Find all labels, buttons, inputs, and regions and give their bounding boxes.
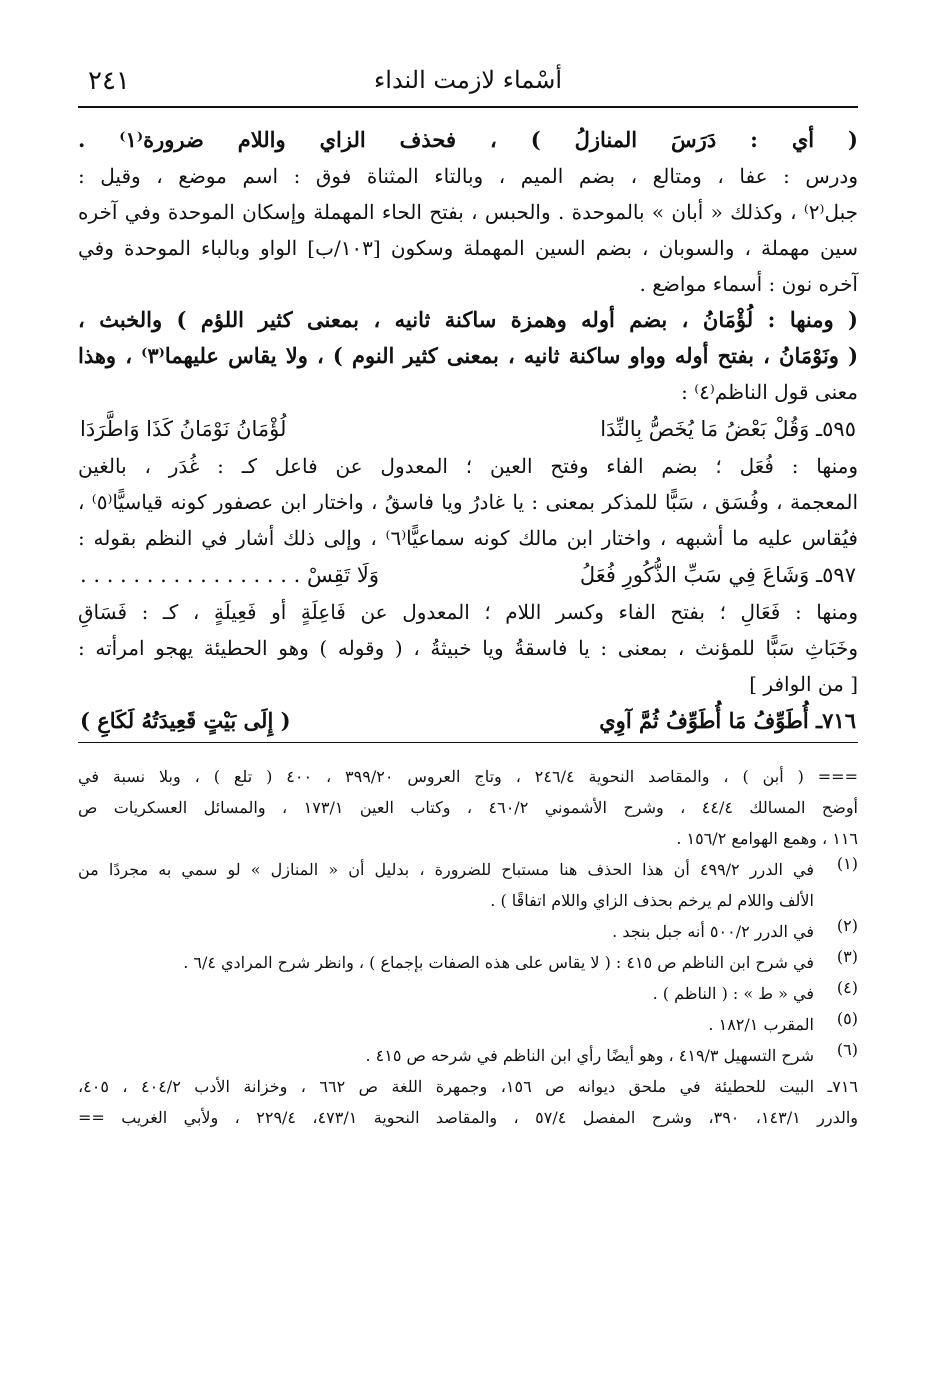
text-line: جبل⁽٢⁾ ، وكذلك « أبان » بالموحدة . والحبس ، بفتح الحاء المهملة وإسكان الموحدة وفي آخره	[78, 200, 858, 224]
verse-first-hemistich: ٧١٦ـ أُطَوِّفُ مَا أُطَوِّفُ ثُمَّ آوِي	[599, 708, 856, 733]
footnote-3	[78, 947, 858, 978]
page-header	[78, 60, 858, 108]
text-line: ومنها : فَعَالِ ؛ بفتح الفاء وكسر اللام ؛ المعدول عن فَاعِلَةٍ أو فَعِيلَةٍ ، كـ : فَسَاقِ	[78, 600, 858, 624]
verse-first-hemistich: ٥٩٧ـ وَشَاعَ فِي سَبِّ الذُّكُورِ فُعَلُ	[579, 563, 856, 587]
footnote-2	[78, 916, 858, 947]
footnote-text: في « ط » : ( الناظم ) .	[652, 984, 814, 1003]
text-line: سين مهملة ، والسوبان ، بضم السين المهملة وسكون [١٠٣/ب] الواو وبالباء الموحدة وفي	[78, 236, 859, 260]
footnote-text: في الدرر ٤٩٩/٢ أن هذا الحذف هنا مستباح للضرورة ، بدليل أن « المنازل » لو سمي به مجردًا من	[78, 860, 815, 879]
running-title: أسْماء لازمت النداء	[374, 66, 562, 94]
footnote-number: (٣)	[836, 947, 858, 966]
footnote-continuation-line: ١١٦ ، وهمع الهوامع ١٥٦/٢ .	[676, 829, 858, 848]
text-line: ( ومنها : لُؤْمَانُ ، بضم أوله وهمزة ساكنة ثانيه ، بمعنى كثير اللؤم ) والخبث ،	[78, 307, 858, 332]
text-line: ( أي : دَرَسَ المنازلُ ) ، فحذف الزاي واللام ضرورة⁽١⁾ .	[78, 127, 858, 152]
footnote-5	[78, 1009, 858, 1040]
verse-first-hemistich: ٥٩٥ـ وَقُلْ بَعْضُ مَا يُخَصُّ بِالنِّدَا	[600, 417, 856, 441]
footnotes	[78, 761, 858, 1133]
main-text	[78, 122, 858, 743]
meter-label: [ من الوافر ]	[749, 672, 858, 696]
footnote-number: (١)	[836, 854, 858, 873]
text-line: فيُقاس عليه ما أشبهه ، واختار ابن مالك كونه سماعيًّا⁽٦⁾ ، وإلى ذلك أشار في النظم بقوله :	[78, 526, 858, 550]
footnote-number: (٦)	[836, 1040, 858, 1059]
verse-second-hemistich: وَلَا تَقِسْ . . . . . . . . . . . . . . . . .	[80, 563, 379, 587]
verse-second-hemistich: لُؤْمَانُ نَوْمَانُ كَذَا وَاطَّرَدَا	[80, 417, 287, 441]
footnote-continuation-line: أوضح المسالك ٤٤/٤ ، وشرح الأشموني ٤٦٠/٢ ، وكتاب العين ١٧٣/١ ، والمسائل العسكريات ص	[78, 798, 858, 817]
text-line: ومنها : فُعَل ؛ بضم الفاء وفتح العين ؛ المعدول عن فاعل كـ : غُدَر ، بالغين	[78, 454, 858, 478]
text-line: ودرس : عفا ، ومتالع ، بضم الميم ، وبالتاء المثناة فوق : اسم موضع ، وقيل :	[78, 164, 858, 188]
footnote-text: شرح التسهيل ٤١٩/٣ ، وهو أيضًا رأي ابن الناظم في شرحه ص ٤١٥ .	[365, 1046, 814, 1065]
text-line: آخره نون : أسماء مواضع .	[639, 272, 858, 296]
text-line: المعجمة ، وفُسَق ، سَبًّا للمذكر بمعنى : يا غادرُ ويا فاسقُ ، واختار ابن عصفور كونه قياسيًّا⁽٥⁾ ،	[78, 490, 859, 514]
verse-597	[78, 556, 858, 594]
text-line: ( ونَوْمَانُ ، بفتح أوله وواو ساكنة ثانيه ، بمعنى كثير النوم ) ، ولا يقاس عليهما⁽٣⁾ ، وهذا	[78, 343, 859, 368]
footnote-text: المقرب ١٨٢/١ .	[708, 1015, 814, 1034]
footnote-text: في الدرر ٥٠٠/٢ أنه جبل بنجد .	[612, 922, 814, 941]
page-number: ٢٤١	[88, 66, 130, 96]
text-line: معنى قول الناظم⁽٤⁾ :	[681, 380, 858, 404]
footnote-number: (٥)	[836, 1009, 858, 1028]
footnote-number: (٤)	[836, 978, 858, 997]
footnote-text: في شرح ابن الناظم ص ٤١٥ : ( لا يقاس على هذه الصفات بإجماع ) ، وانظر شرح المرادي ٦/٤ .	[183, 953, 814, 972]
text-line: وخَبَاثِ سَبًّا للمؤنث ، بمعنى : يا فاسقةُ ويا خبيثةُ ، ( وقوله ) وهو الحطيئة يهجو امرأته :	[78, 636, 858, 660]
footnote-continuation-line: === ( أبن ) ، والمقاصد النحوية ٢٤٦/٤ ، وتاج العروس ٣٩٩/٢٠ ، ٤٠٠ ( تلع ) ، وبلا نسبة في	[78, 767, 858, 786]
book-page	[78, 60, 858, 1133]
verse-595	[78, 410, 858, 448]
footnote-1	[78, 854, 858, 916]
verse-source-note: والدرر ١٤٣/١، ٣٩٠، وشرح المفصل ٥٧/٤ ، والمقاصد النحوية ٤٧٣/١، ٢٢٩/٤ ، ولأبي الغريب ==	[78, 1108, 859, 1127]
footnote-6	[78, 1040, 858, 1071]
verse-second-hemistich: ( إِلَى بَيْتٍ قَعِيدَتُهُ لَكَاعِ )	[80, 708, 291, 733]
footnote-4	[78, 978, 858, 1009]
verse-716	[78, 702, 858, 743]
footnote-text: الألف واللام لم يرخم بحذف الزاي واللام اتفاقًا ) .	[490, 891, 814, 910]
footnote-number: (٢)	[836, 916, 858, 935]
verse-source-note: ٧١٦ـ البيت للحطيئة في ملحق ديوانه ص ١٥٦، وجمهرة اللغة ص ٦٦٢ ، وخزانة الأدب ٤٠٤/٢ ، ٤٠٥،	[78, 1077, 858, 1096]
